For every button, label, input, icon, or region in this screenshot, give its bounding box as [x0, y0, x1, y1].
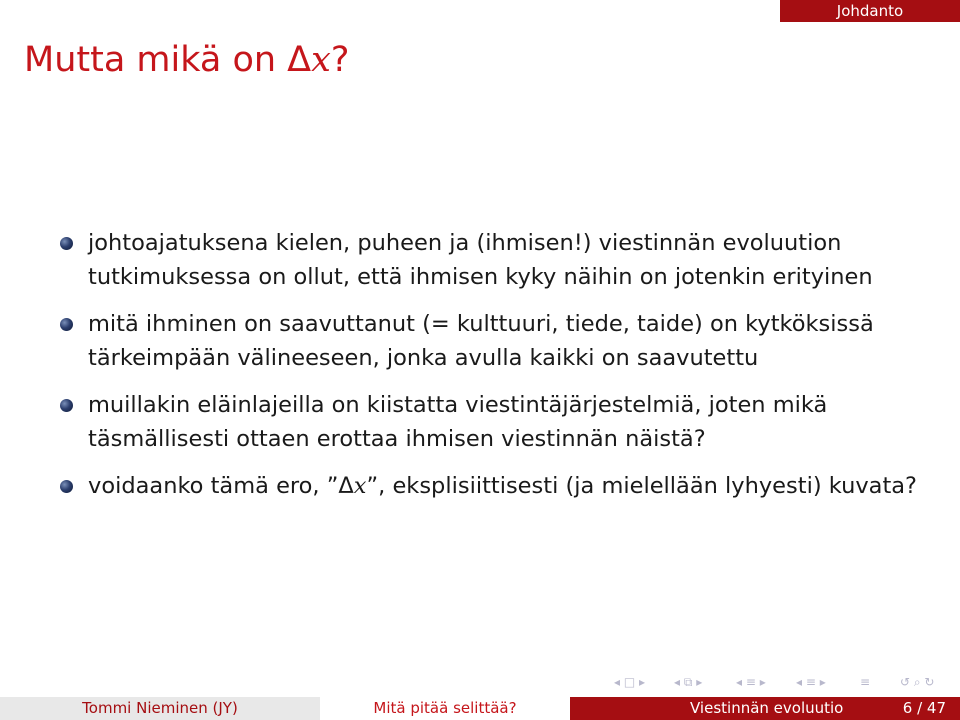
footer-short-title[interactable]: Mitä pitää selittää? [320, 697, 570, 720]
bullet-list [56, 226, 936, 516]
bullet-math [338, 473, 366, 499]
title-text: Mutta mikä on [24, 40, 288, 80]
nav-first[interactable] [614, 672, 645, 692]
title-math [287, 40, 331, 80]
bullet-text-pre: voidaanko tämä ero, ” [88, 473, 339, 499]
frame-title [24, 40, 349, 80]
nav-search-icon: ↺ ⌕ ↻ [900, 674, 935, 689]
nav-section-icon: ◂ ≡ ▸ [796, 675, 826, 689]
bullet-var: x [353, 473, 367, 499]
footer-course-box [570, 697, 960, 720]
nav-subsection[interactable] [736, 672, 766, 692]
bullet-text: johtoajatuksena kielen, puheen ja (ihmisen!) viestinnän evoluution tutkimuksessa on ollut, että ihmisen kyky näihin on jotenkin erityinen [88, 230, 873, 290]
title-delta: Δ [287, 40, 312, 80]
nav-align-icon: ≡ [860, 675, 871, 689]
nav-frame-icon: ◂ ⧉ ▸ [674, 674, 703, 689]
title-var: x [311, 40, 331, 80]
bullet-delta: Δ [338, 473, 354, 499]
top-bar [0, 0, 960, 22]
nav-align[interactable] [860, 672, 870, 692]
section-tab[interactable]: Johdanto [780, 0, 960, 22]
list-item [56, 307, 936, 375]
footer-course[interactable]: Viestinnän evoluutio [690, 699, 844, 717]
nav-search[interactable] [900, 672, 934, 692]
nav-section[interactable] [796, 672, 826, 692]
footer [0, 697, 960, 720]
list-item [56, 469, 936, 503]
bullet-text: mitä ihminen on saavuttanut (= kulttuuri, tiede, taide) on kytköksissä tärkeimpään välineeseen, jonka avulla kaikki on saavutettu [88, 311, 874, 371]
bullet-ball-icon [60, 318, 73, 331]
nav-subsection-icon: ◂ ≡ ▸ [736, 675, 766, 689]
bullet-ball-icon [60, 237, 73, 250]
bullet-text: muillakin eläinlajeilla on kiistatta viestintäjärjestelmiä, joten mikä täsmällisesti ottaen erottaa ihmisen viestinnän näistä? [88, 392, 828, 452]
footer-author[interactable]: Tommi Nieminen (JY) [0, 697, 320, 720]
footer-page-number: 6 / 47 [902, 699, 946, 717]
nav-first-icon: ◂ □ ▸ [614, 675, 646, 689]
bullet-text-post: ”, eksplisiittisesti (ja mielellään lyhyesti) kuvata? [366, 473, 918, 499]
title-end: ? [330, 40, 350, 80]
list-item [56, 226, 936, 294]
nav-frame[interactable] [674, 672, 702, 692]
list-item [56, 388, 936, 456]
bullet-ball-icon [60, 399, 73, 412]
bullet-ball-icon [60, 480, 73, 493]
